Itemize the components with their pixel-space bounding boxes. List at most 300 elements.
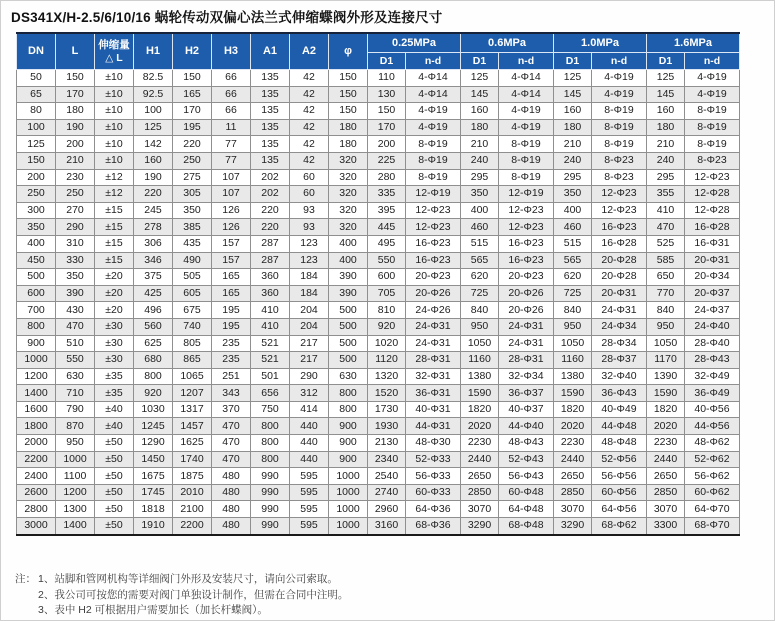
cell-p025-d1: 2960 <box>368 501 406 518</box>
cell-p16-nd: 4-Φ19 <box>685 70 740 87</box>
cell-p025-nd: 56-Φ33 <box>406 468 461 485</box>
cell-p06-nd: 20-Φ23 <box>499 269 554 286</box>
cell-p16-nd: 8-Φ23 <box>685 152 740 169</box>
cell-p025-nd: 12-Φ19 <box>406 186 461 203</box>
cell-p06-nd: 4-Φ19 <box>499 103 554 120</box>
cell-phi: 900 <box>329 435 368 452</box>
cell-a2: 42 <box>290 70 329 87</box>
cell-a1: 135 <box>251 103 290 120</box>
sub-header-nd-06: n-d <box>499 53 554 70</box>
cell-dn: 1800 <box>17 418 56 435</box>
footnote-item: 3、表中 H2 可根据用户需要加长（加长杆蝶阀）。 <box>38 604 268 616</box>
table-row <box>17 484 740 501</box>
cell-h1: 425 <box>134 285 173 302</box>
cell-p06-d1: 1820 <box>461 401 499 418</box>
cell-dn: 800 <box>17 318 56 335</box>
cell-p16-nd: 24-Φ40 <box>685 318 740 335</box>
cell-p10-nd: 16-Φ28 <box>592 235 647 252</box>
cell-p06-nd: 12-Φ23 <box>499 219 554 236</box>
cell-dn: 350 <box>17 219 56 236</box>
cell-p10-nd: 20-Φ28 <box>592 252 647 269</box>
cell-p10-nd: 24-Φ34 <box>592 318 647 335</box>
cell-p16-d1: 2230 <box>647 435 685 452</box>
cell-h3: 66 <box>212 103 251 120</box>
cell-h3: 126 <box>212 202 251 219</box>
cell-h2: 195 <box>173 119 212 136</box>
cell-h1: 920 <box>134 385 173 402</box>
cell-p16-d1: 2650 <box>647 468 685 485</box>
cell-h2: 2010 <box>173 484 212 501</box>
cell-p025-nd: 36-Φ31 <box>406 385 461 402</box>
cell-a1: 135 <box>251 136 290 153</box>
cell-p06-nd: 48-Φ43 <box>499 435 554 452</box>
cell-a2: 440 <box>290 435 329 452</box>
pressure-group-025mpa: 0.25MPa <box>368 33 461 53</box>
cell-phi: 900 <box>329 451 368 468</box>
cell-p10-d1: 2020 <box>554 418 592 435</box>
cell-p025-nd: 8-Φ19 <box>406 169 461 186</box>
cell-h2: 1740 <box>173 451 212 468</box>
cell-p06-d1: 295 <box>461 169 499 186</box>
cell-p06-nd: 60-Φ48 <box>499 484 554 501</box>
cell-p16-nd: 8-Φ19 <box>685 103 740 120</box>
cell-p10-nd: 64-Φ56 <box>592 501 647 518</box>
cell-p16-d1: 240 <box>647 152 685 169</box>
cell-p06-d1: 180 <box>461 119 499 136</box>
cell-p10-nd: 32-Φ40 <box>592 368 647 385</box>
cell-stretch: ±10 <box>95 86 134 103</box>
cell-p10-d1: 350 <box>554 186 592 203</box>
cell-p06-nd: 44-Φ40 <box>499 418 554 435</box>
cell-h3: 77 <box>212 152 251 169</box>
cell-p06-nd: 4-Φ14 <box>499 86 554 103</box>
cell-dn: 50 <box>17 70 56 87</box>
cell-p10-d1: 145 <box>554 86 592 103</box>
cell-a1: 521 <box>251 335 290 352</box>
cell-p16-nd: 4-Φ19 <box>685 86 740 103</box>
cell-dn: 600 <box>17 285 56 302</box>
cell-p16-d1: 2020 <box>647 418 685 435</box>
cell-h3: 77 <box>212 136 251 153</box>
cell-a2: 595 <box>290 518 329 535</box>
cell-stretch: ±10 <box>95 70 134 87</box>
table-row <box>17 518 740 535</box>
table-row <box>17 119 740 136</box>
cell-phi: 150 <box>329 70 368 87</box>
cell-p16-d1: 585 <box>647 252 685 269</box>
cell-p10-d1: 515 <box>554 235 592 252</box>
cell-p06-d1: 2650 <box>461 468 499 485</box>
cell-p06-d1: 1050 <box>461 335 499 352</box>
cell-a2: 60 <box>290 186 329 203</box>
cell-p025-d1: 200 <box>368 136 406 153</box>
cell-p025-d1: 550 <box>368 252 406 269</box>
cell-h2: 350 <box>173 202 212 219</box>
cell-p06-d1: 125 <box>461 70 499 87</box>
cell-p06-d1: 950 <box>461 318 499 335</box>
table-row <box>17 269 740 286</box>
cell-stretch: ±10 <box>95 136 134 153</box>
cell-p06-nd: 12-Φ23 <box>499 202 554 219</box>
cell-p10-nd: 28-Φ34 <box>592 335 647 352</box>
cell-p025-nd: 60-Φ33 <box>406 484 461 501</box>
cell-phi: 320 <box>329 219 368 236</box>
cell-p025-d1: 1930 <box>368 418 406 435</box>
cell-h3: 195 <box>212 318 251 335</box>
cell-l: 510 <box>56 335 95 352</box>
cell-phi: 390 <box>329 285 368 302</box>
cell-phi: 400 <box>329 252 368 269</box>
cell-h1: 1818 <box>134 501 173 518</box>
cell-h2: 150 <box>173 70 212 87</box>
cell-dn: 300 <box>17 202 56 219</box>
cell-a1: 410 <box>251 302 290 319</box>
cell-h2: 250 <box>173 152 212 169</box>
cell-h1: 245 <box>134 202 173 219</box>
cell-stretch: ±30 <box>95 352 134 369</box>
cell-p10-d1: 2650 <box>554 468 592 485</box>
cell-p10-d1: 295 <box>554 169 592 186</box>
col-header-l: L <box>56 33 95 70</box>
cell-l: 210 <box>56 152 95 169</box>
cell-a1: 521 <box>251 352 290 369</box>
table-row <box>17 352 740 369</box>
cell-a1: 501 <box>251 368 290 385</box>
cell-p10-nd: 56-Φ56 <box>592 468 647 485</box>
cell-p16-nd: 68-Φ70 <box>685 518 740 535</box>
cell-a1: 800 <box>251 435 290 452</box>
cell-h1: 346 <box>134 252 173 269</box>
table-row <box>17 385 740 402</box>
cell-a2: 123 <box>290 235 329 252</box>
cell-a1: 990 <box>251 484 290 501</box>
cell-h2: 170 <box>173 103 212 120</box>
cell-h3: 157 <box>212 235 251 252</box>
cell-p10-d1: 1820 <box>554 401 592 418</box>
cell-a1: 220 <box>251 219 290 236</box>
cell-p10-nd: 48-Φ48 <box>592 435 647 452</box>
cell-p10-d1: 1590 <box>554 385 592 402</box>
cell-h2: 675 <box>173 302 212 319</box>
col-header-stretch <box>95 33 134 70</box>
cell-phi: 630 <box>329 368 368 385</box>
cell-dn: 2200 <box>17 451 56 468</box>
cell-h1: 1030 <box>134 401 173 418</box>
cell-phi: 1000 <box>329 501 368 518</box>
cell-a2: 42 <box>290 136 329 153</box>
cell-a2: 42 <box>290 119 329 136</box>
cell-p06-d1: 210 <box>461 136 499 153</box>
footnote-list <box>38 572 348 619</box>
table-body <box>17 70 740 535</box>
cell-a2: 42 <box>290 152 329 169</box>
cell-p10-d1: 240 <box>554 152 592 169</box>
sub-header-d1-025: D1 <box>368 53 406 70</box>
cell-p025-nd: 8-Φ19 <box>406 152 461 169</box>
cell-l: 180 <box>56 103 95 120</box>
cell-phi: 800 <box>329 401 368 418</box>
cell-p16-nd: 60-Φ62 <box>685 484 740 501</box>
cell-h1: 1745 <box>134 484 173 501</box>
cell-p16-d1: 525 <box>647 235 685 252</box>
cell-a1: 410 <box>251 318 290 335</box>
cell-l: 330 <box>56 252 95 269</box>
sub-header-nd-10: n-d <box>592 53 647 70</box>
cell-p025-d1: 2340 <box>368 451 406 468</box>
cell-p16-d1: 295 <box>647 169 685 186</box>
cell-a1: 656 <box>251 385 290 402</box>
cell-p025-nd: 68-Φ36 <box>406 518 461 535</box>
cell-stretch: ±15 <box>95 235 134 252</box>
cell-l: 200 <box>56 136 95 153</box>
cell-l: 250 <box>56 186 95 203</box>
cell-h1: 375 <box>134 269 173 286</box>
cell-p025-nd: 24-Φ31 <box>406 318 461 335</box>
cell-h3: 165 <box>212 269 251 286</box>
cell-p06-nd: 12-Φ19 <box>499 186 554 203</box>
cell-h3: 470 <box>212 435 251 452</box>
cell-h1: 625 <box>134 335 173 352</box>
cell-h2: 505 <box>173 269 212 286</box>
col-header-h2: H2 <box>173 33 212 70</box>
cell-p06-d1: 3290 <box>461 518 499 535</box>
cell-p16-nd: 12-Φ28 <box>685 186 740 203</box>
pressure-group-10mpa: 1.0MPa <box>554 33 647 53</box>
cell-h2: 275 <box>173 169 212 186</box>
cell-h2: 1317 <box>173 401 212 418</box>
cell-p10-d1: 2230 <box>554 435 592 452</box>
cell-p025-d1: 705 <box>368 285 406 302</box>
cell-phi: 150 <box>329 86 368 103</box>
cell-p025-nd: 4-Φ14 <box>406 86 461 103</box>
cell-h3: 165 <box>212 285 251 302</box>
cell-p10-nd: 8-Φ19 <box>592 119 647 136</box>
cell-p10-nd: 40-Φ49 <box>592 401 647 418</box>
cell-phi: 900 <box>329 418 368 435</box>
cell-h3: 235 <box>212 352 251 369</box>
cell-p16-nd: 28-Φ43 <box>685 352 740 369</box>
cell-p06-d1: 160 <box>461 103 499 120</box>
cell-p16-nd: 20-Φ34 <box>685 269 740 286</box>
cell-a2: 440 <box>290 418 329 435</box>
cell-p06-d1: 2230 <box>461 435 499 452</box>
cell-h1: 82.5 <box>134 70 173 87</box>
cell-p025-d1: 1320 <box>368 368 406 385</box>
cell-l: 870 <box>56 418 95 435</box>
cell-l: 1000 <box>56 451 95 468</box>
cell-phi: 390 <box>329 269 368 286</box>
cell-a1: 360 <box>251 269 290 286</box>
cell-phi: 1000 <box>329 518 368 535</box>
cell-a1: 220 <box>251 202 290 219</box>
cell-p16-d1: 145 <box>647 86 685 103</box>
cell-p16-d1: 1050 <box>647 335 685 352</box>
cell-stretch: ±15 <box>95 202 134 219</box>
cell-p025-nd: 16-Φ23 <box>406 252 461 269</box>
cell-phi: 320 <box>329 202 368 219</box>
cell-p10-nd: 8-Φ19 <box>592 103 647 120</box>
cell-p06-d1: 840 <box>461 302 499 319</box>
cell-p16-nd: 44-Φ56 <box>685 418 740 435</box>
table-row <box>17 152 740 169</box>
cell-p16-d1: 355 <box>647 186 685 203</box>
cell-stretch: ±50 <box>95 451 134 468</box>
cell-h1: 560 <box>134 318 173 335</box>
cell-l: 390 <box>56 285 95 302</box>
cell-p16-d1: 650 <box>647 269 685 286</box>
cell-dn: 65 <box>17 86 56 103</box>
cell-p16-nd: 12-Φ28 <box>685 202 740 219</box>
cell-p16-d1: 770 <box>647 285 685 302</box>
cell-h2: 2100 <box>173 501 212 518</box>
cell-stretch: ±50 <box>95 435 134 452</box>
cell-stretch: ±50 <box>95 501 134 518</box>
pressure-group-06mpa: 0.6MPa <box>461 33 554 53</box>
cell-p025-nd: 4-Φ14 <box>406 70 461 87</box>
cell-stretch: ±12 <box>95 186 134 203</box>
spec-table <box>16 32 740 536</box>
cell-h2: 435 <box>173 235 212 252</box>
cell-p06-nd: 8-Φ19 <box>499 136 554 153</box>
cell-h1: 1450 <box>134 451 173 468</box>
cell-h3: 470 <box>212 418 251 435</box>
cell-p10-nd: 16-Φ23 <box>592 219 647 236</box>
cell-p10-d1: 180 <box>554 119 592 136</box>
cell-p10-nd: 8-Φ23 <box>592 152 647 169</box>
cell-stretch: ±50 <box>95 518 134 535</box>
cell-p10-d1: 1380 <box>554 368 592 385</box>
cell-phi: 1000 <box>329 484 368 501</box>
cell-h3: 66 <box>212 70 251 87</box>
cell-p025-d1: 280 <box>368 169 406 186</box>
cell-p06-d1: 565 <box>461 252 499 269</box>
cell-p025-d1: 920 <box>368 318 406 335</box>
cell-h3: 480 <box>212 518 251 535</box>
cell-p16-nd: 8-Φ19 <box>685 119 740 136</box>
cell-dn: 2800 <box>17 501 56 518</box>
table-row <box>17 285 740 302</box>
col-header-phi: φ <box>329 33 368 70</box>
cell-phi: 500 <box>329 335 368 352</box>
cell-a1: 135 <box>251 152 290 169</box>
cell-p16-d1: 2440 <box>647 451 685 468</box>
cell-p06-d1: 3070 <box>461 501 499 518</box>
cell-p025-d1: 1730 <box>368 401 406 418</box>
cell-p025-d1: 445 <box>368 219 406 236</box>
cell-dn: 900 <box>17 335 56 352</box>
stretch-line2: △ L <box>105 51 123 64</box>
cell-p025-nd: 28-Φ31 <box>406 352 461 369</box>
cell-p16-nd: 8-Φ19 <box>685 136 740 153</box>
cell-stretch: ±50 <box>95 484 134 501</box>
cell-l: 290 <box>56 219 95 236</box>
cell-p06-nd: 8-Φ19 <box>499 169 554 186</box>
col-header-h3: H3 <box>212 33 251 70</box>
cell-p025-d1: 600 <box>368 269 406 286</box>
cell-phi: 400 <box>329 235 368 252</box>
sub-header-d1-06: D1 <box>461 53 499 70</box>
cell-h3: 11 <box>212 119 251 136</box>
cell-p10-d1: 565 <box>554 252 592 269</box>
cell-l: 350 <box>56 269 95 286</box>
cell-p06-d1: 145 <box>461 86 499 103</box>
cell-a2: 440 <box>290 451 329 468</box>
cell-phi: 320 <box>329 152 368 169</box>
cell-h3: 157 <box>212 252 251 269</box>
cell-a1: 800 <box>251 418 290 435</box>
cell-p10-nd: 28-Φ37 <box>592 352 647 369</box>
cell-stretch: ±40 <box>95 401 134 418</box>
cell-h2: 605 <box>173 285 212 302</box>
cell-a1: 135 <box>251 70 290 87</box>
table-row <box>17 169 740 186</box>
cell-h1: 160 <box>134 152 173 169</box>
cell-p16-d1: 3070 <box>647 501 685 518</box>
cell-stretch: ±10 <box>95 119 134 136</box>
cell-p10-d1: 725 <box>554 285 592 302</box>
cell-p06-d1: 1160 <box>461 352 499 369</box>
cell-h2: 385 <box>173 219 212 236</box>
cell-phi: 180 <box>329 119 368 136</box>
cell-dn: 1600 <box>17 401 56 418</box>
table-row <box>17 435 740 452</box>
table-row <box>17 136 740 153</box>
cell-p10-d1: 2850 <box>554 484 592 501</box>
cell-l: 230 <box>56 169 95 186</box>
cell-a2: 93 <box>290 219 329 236</box>
cell-h2: 740 <box>173 318 212 335</box>
cell-p10-d1: 620 <box>554 269 592 286</box>
cell-h1: 125 <box>134 119 173 136</box>
cell-a2: 184 <box>290 285 329 302</box>
table-row <box>17 418 740 435</box>
cell-p06-nd: 32-Φ34 <box>499 368 554 385</box>
cell-p16-nd: 24-Φ37 <box>685 302 740 319</box>
cell-p16-d1: 125 <box>647 70 685 87</box>
cell-a1: 287 <box>251 235 290 252</box>
cell-h2: 165 <box>173 86 212 103</box>
cell-p16-nd: 20-Φ37 <box>685 285 740 302</box>
cell-dn: 400 <box>17 235 56 252</box>
cell-p025-d1: 3160 <box>368 518 406 535</box>
cell-p025-d1: 2540 <box>368 468 406 485</box>
cell-p025-nd: 12-Φ23 <box>406 219 461 236</box>
cell-p06-d1: 400 <box>461 202 499 219</box>
cell-l: 430 <box>56 302 95 319</box>
cell-p025-nd: 16-Φ23 <box>406 235 461 252</box>
cell-h3: 251 <box>212 368 251 385</box>
sub-header-nd-025: n-d <box>406 53 461 70</box>
cell-p16-d1: 410 <box>647 202 685 219</box>
cell-p16-d1: 840 <box>647 302 685 319</box>
cell-p025-nd: 20-Φ23 <box>406 269 461 286</box>
cell-p16-nd: 48-Φ62 <box>685 435 740 452</box>
cell-p06-d1: 620 <box>461 269 499 286</box>
cell-p025-nd: 44-Φ31 <box>406 418 461 435</box>
cell-h2: 1065 <box>173 368 212 385</box>
cell-p16-d1: 1820 <box>647 401 685 418</box>
cell-h3: 66 <box>212 86 251 103</box>
cell-p10-nd: 44-Φ48 <box>592 418 647 435</box>
table-row <box>17 318 740 335</box>
cell-p025-d1: 1520 <box>368 385 406 402</box>
cell-dn: 100 <box>17 119 56 136</box>
cell-p06-d1: 1380 <box>461 368 499 385</box>
cell-phi: 320 <box>329 169 368 186</box>
cell-a1: 202 <box>251 169 290 186</box>
cell-p10-d1: 125 <box>554 70 592 87</box>
cell-p06-d1: 1590 <box>461 385 499 402</box>
